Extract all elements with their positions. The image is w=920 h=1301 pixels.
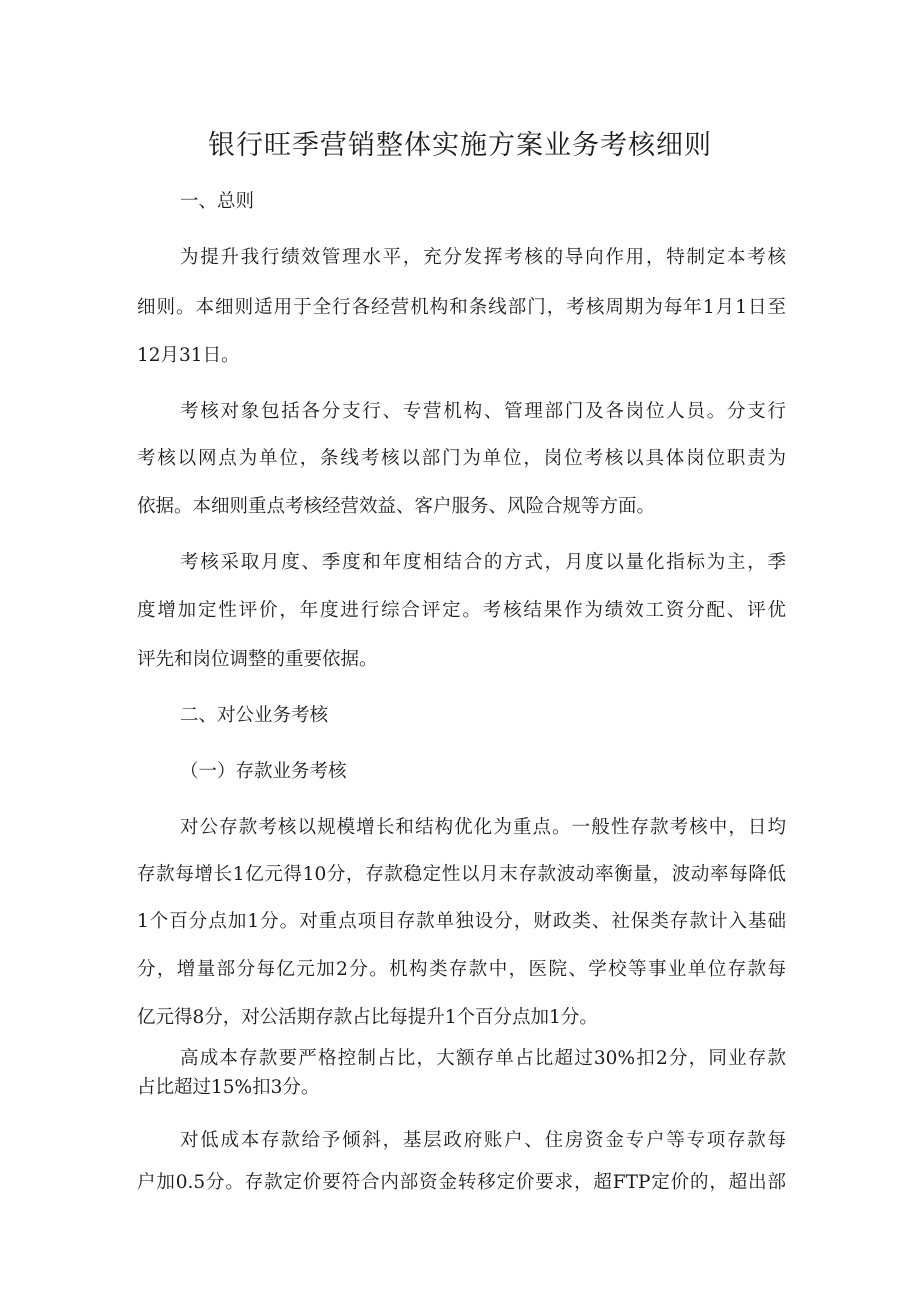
paragraph-line: 户加0.5分。存款定价要符合内部资金转移定价要求，超FTP定价的，超出部 bbox=[137, 1172, 786, 1193]
paragraph-line: 考核对象包括各分支行、专营机构、管理部门及各岗位人员。分支行 bbox=[180, 401, 786, 422]
paragraph-line: 为提升我行绩效管理水平，充分发挥考核的导向作用，特制定本考核 bbox=[180, 247, 786, 268]
subsection-heading-deposit: （一）存款业务考核 bbox=[180, 761, 347, 782]
paragraph-line: 对低成本存款给予倾斜，基层政府账户、住房资金专户等专项存款每 bbox=[180, 1130, 786, 1151]
paragraph-line: 度增加定性评价，年度进行综合评定。考核结果作为绩效工资分配、评优 bbox=[137, 600, 786, 621]
paragraph-line: 1个百分点加1分。对重点项目存款单独设分，财政类、社保类存款计入基础 bbox=[137, 911, 786, 932]
paragraph-line: 亿元得8分，对公活期存款占比每提升1个百分点加1分。 bbox=[137, 1007, 598, 1028]
paragraph-line: 对公存款考核以规模增长和结构优化为重点。一般性存款考核中，日均 bbox=[180, 817, 786, 838]
section-heading-general: 一、总则 bbox=[180, 191, 255, 212]
section-heading-corporate: 二、对公业务考核 bbox=[180, 705, 329, 726]
paragraph-line: 占比超过15%扣3分。 bbox=[137, 1077, 320, 1098]
document-title: 银行旺季营销整体实施方案业务考核细则 bbox=[208, 130, 712, 161]
paragraph-line: 依据。本细则重点考核经营效益、客户服务、风险合规等方面。 bbox=[137, 496, 656, 517]
paragraph-line: 分，增量部分每亿元加2分。机构类存款中，医院、学校等事业单位存款每 bbox=[137, 959, 786, 980]
paragraph-line: 考核采取月度、季度和年度相结合的方式，月度以量化指标为主，季 bbox=[180, 552, 786, 573]
paragraph-line: 存款每增长1亿元得10分，存款稳定性以月末存款波动率衡量，波动率每降低 bbox=[137, 864, 786, 885]
paragraph-line: 细则。本细则适用于全行各经营机构和条线部门，考核周期为每年1月1日至 bbox=[137, 297, 786, 318]
paragraph-line: 考核以网点为单位，条线考核以部门为单位，岗位考核以具体岗位职责为 bbox=[137, 448, 786, 469]
paragraph-line: 评先和岗位调整的重要依据。 bbox=[137, 649, 378, 670]
paragraph-line: 高成本存款要严格控制占比，大额存单占比超过30%扣2分，同业存款 bbox=[180, 1048, 786, 1069]
paragraph-line: 12月31日。 bbox=[137, 345, 240, 366]
